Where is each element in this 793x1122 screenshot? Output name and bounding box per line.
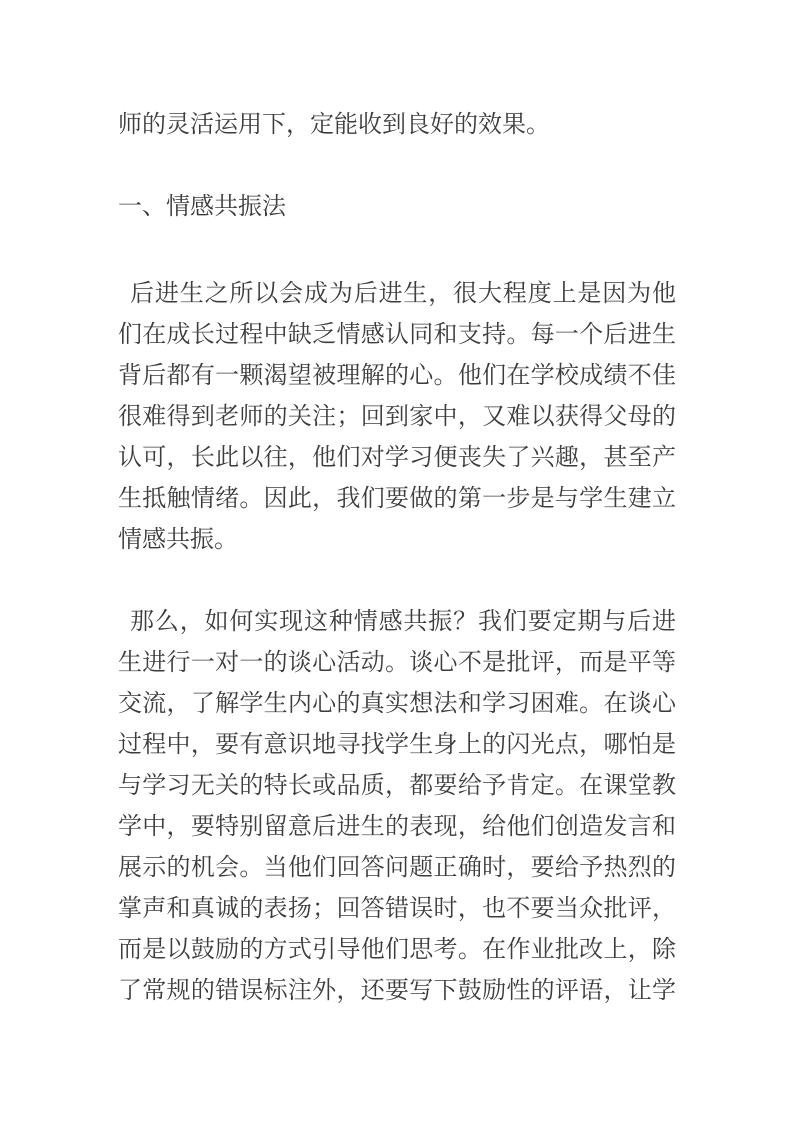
paragraph-line: 展示的机会。当他们回答问题正确时，要给予热烈的 [118,854,676,881]
paragraph-line: 与学习无关的特长或品质，都要给予肯定。在课堂教 [118,772,676,799]
paragraph-line: 学中，要特别留意后进生的表现，给他们创造发言和 [118,813,676,840]
paragraph-1 [118,273,676,560]
paragraph-line: 掌声和真诚的表扬；回答错误时，也不要当众批评， [118,895,676,922]
paragraph-2 [118,601,676,1011]
paragraph-line: 交流，了解学生内心的真实想法和学习困难。在谈心 [118,690,676,717]
paragraph-line: 了常规的错误标注外，还要写下鼓励性的评语，让学 [118,977,676,1004]
paragraph-line: 生进行一对一的谈心活动。谈心不是批评，而是平等 [118,649,676,676]
section-heading: 一、情感共振法 [118,193,286,220]
paragraph-line: 生抵触情绪。因此，我们要做的第一步是与学生建立 [118,485,676,512]
paragraph-line: 们在成长过程中缺乏情感认同和支持。每一个后进生 [118,321,676,348]
paragraph-line: 那么，如何实现这种情感共振？我们要定期与后进 [130,608,676,635]
paragraph-line: 情感共振。 [118,526,238,553]
paragraph-line: 认可，长此以往，他们对学习便丧失了兴趣，甚至产 [118,444,676,471]
paragraph-line: 背后都有一颗渴望被理解的心。他们在学校成绩不佳 [118,362,676,389]
paragraph-line: 而是以鼓励的方式引导他们思考。在作业批改上，除 [118,936,676,963]
paragraph-line: 很难得到老师的关注；回到家中，又难以获得父母的 [118,403,676,430]
paragraph-line: 后进生之所以会成为后进生，很大程度上是因为他 [130,280,676,307]
intro-line: 师的灵活运用下，定能收到良好的效果。 [118,111,550,138]
paragraph-line: 过程中，要有意识地寻找学生身上的闪光点，哪怕是 [118,731,676,758]
